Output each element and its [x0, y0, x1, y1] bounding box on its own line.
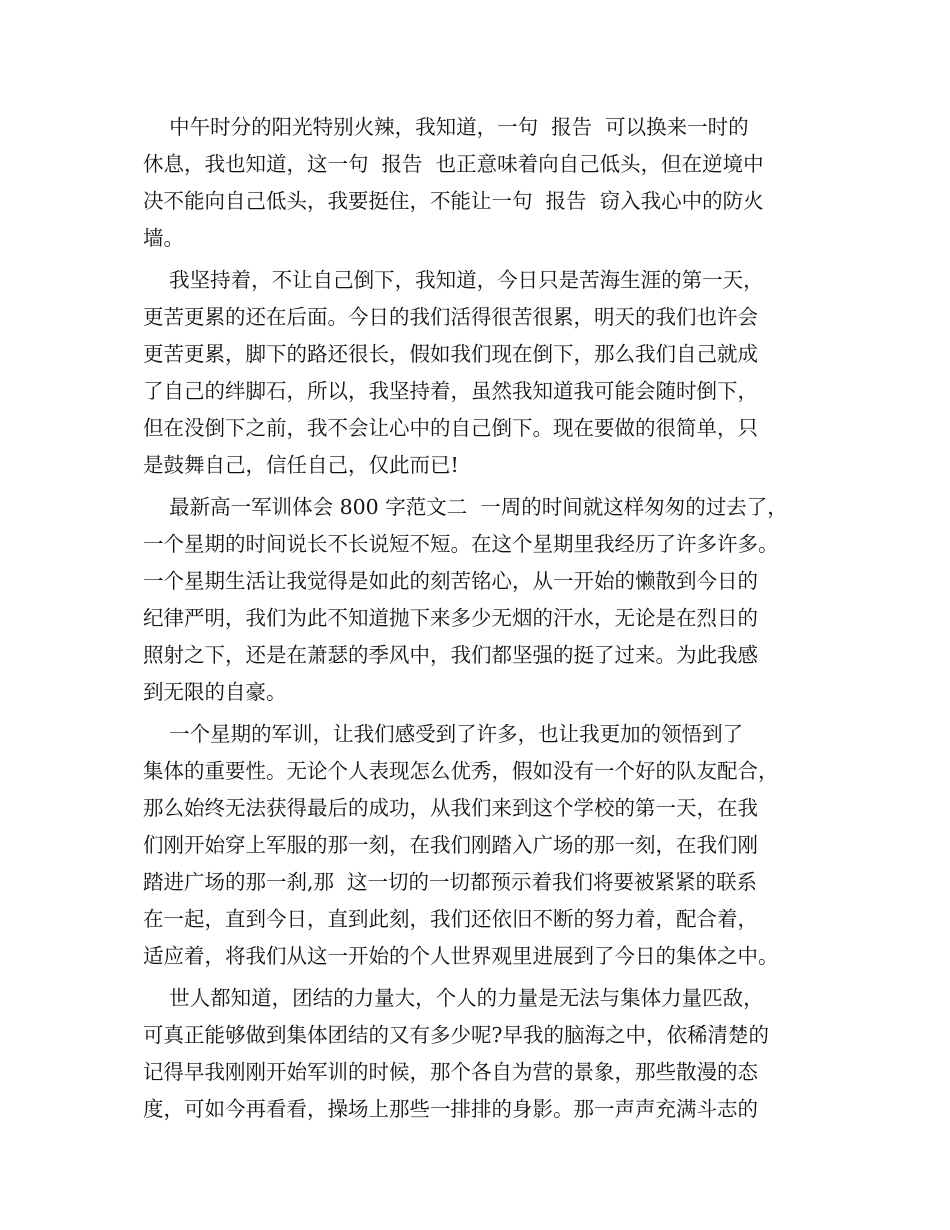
- paragraph-2: [143, 262, 823, 484]
- paragraph-1: [143, 109, 823, 257]
- text-line: 了自己的绊脚石，所以，我坚持着，虽然我知道我可能会随时倒下，: [143, 379, 758, 403]
- text-line: 更苦更累，脚下的路还很长，假如我们现在倒下，那么我们自己就成: [143, 342, 758, 366]
- text-line: 到无限的自豪。: [143, 680, 287, 704]
- text-line: 但在没倒下之前，我不会让心中的自己倒下。现在要做的很简单，只: [143, 416, 758, 440]
- text-line: 在一起，直到今日，直到此刻，我们还依旧不断的努力着，配合着，: [143, 907, 758, 931]
- text-line: 一个星期的军训，让我们感受到了许多，也让我更加的领悟到了: [143, 722, 744, 746]
- text-line: 是鼓舞自己，信任自己，仅此而已!: [143, 453, 459, 477]
- text-line: 一个星期生活让我觉得是如此的刻苦铭心，从一开始的懒散到今日的: [143, 569, 758, 593]
- text-line: 那么始终无法获得最后的成功，从我们来到这个学校的第一天，在我: [143, 796, 758, 820]
- text-line: 们刚开始穿上军服的那一刻，在我们刚踏入广场的那一刻，在我们刚: [143, 833, 758, 857]
- paragraph-3: [143, 489, 823, 711]
- text-line: 记得早我刚刚开始军训的时候，那个各自为营的景象，那些散漫的态: [143, 1060, 758, 1084]
- text-line: 适应着，将我们从这一开始的个人世界观里进展到了今日的集体之中。: [143, 944, 779, 968]
- text-line: 踏进广场的那一刹,那 这一切的一切都预示着我们将要被紧紧的联系: [143, 870, 758, 894]
- text-line: 最新高一军训体会 800 字范文二 一周的时间就这样匆匆的过去了，: [143, 495, 788, 519]
- paragraph-4: [143, 716, 823, 975]
- text-line: 我坚持着，不让自己倒下，我知道，今日只是苦海生涯的第一天，: [143, 268, 764, 292]
- text-line: 可真正能够做到集体团结的又有多少呢?早我的脑海之中，依稀清楚的: [143, 1023, 769, 1047]
- document-body: [143, 109, 823, 1128]
- text-line: 更苦更累的还在后面。今日的我们活得很苦很累，明天的我们也许会: [143, 305, 758, 329]
- text-line: 集体的重要性。无论个人表现怎么优秀，假如没有一个好的队友配合，: [143, 759, 779, 783]
- paragraph-5: [143, 980, 823, 1128]
- text-line: 决不能向自己低头，我要挺住，不能让一句 报告 窃入我心中的防火: [143, 189, 764, 213]
- text-line: 休息，我也知道，这一句 报告 也正意味着向自己低头，但在逆境中: [143, 152, 764, 176]
- text-line: 纪律严明，我们为此不知道抛下来多少无烟的汗水，无论是在烈日的: [143, 606, 758, 630]
- text-line: 度，可如今再看看，操场上那些一排排的身影。那一声声充满斗志的: [143, 1097, 758, 1121]
- text-line: 世人都知道，团结的力量大，个人的力量是无法与集体力量匹敌，: [143, 986, 764, 1010]
- text-line: 照射之下，还是在萧瑟的季风中，我们都坚强的挺了过来。为此我感: [143, 643, 758, 667]
- text-line: 中午时分的阳光特别火辣，我知道，一句 报告 可以换来一时的: [143, 115, 749, 139]
- text-line: 墙。: [143, 226, 184, 250]
- text-line: 一个星期的时间说长不长说短不短。在这个星期里我经历了许多许多。: [143, 532, 779, 556]
